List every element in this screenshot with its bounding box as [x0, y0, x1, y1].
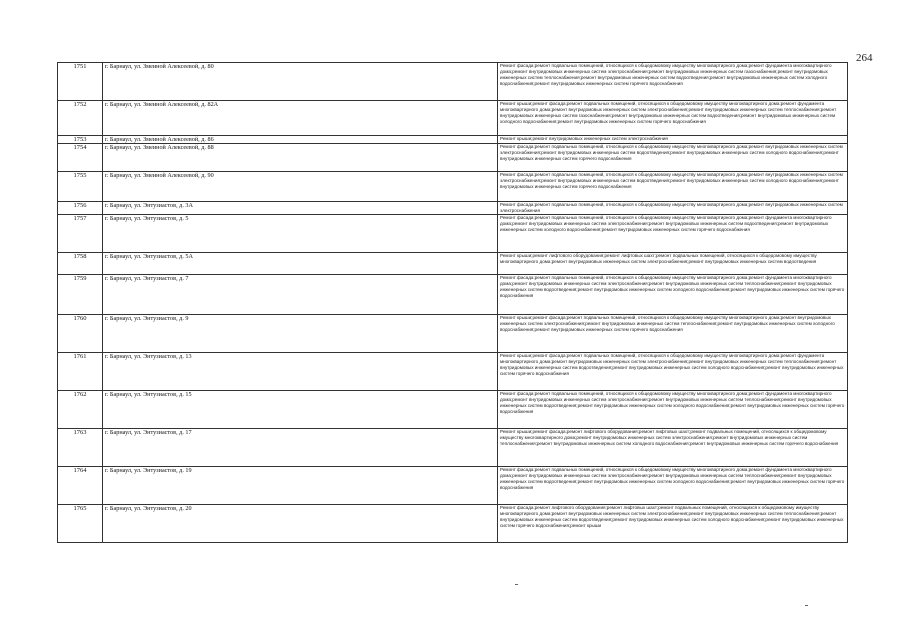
row-number: 1762 [58, 391, 103, 429]
row-address: г. Барнаул, ул. Змеиной Алексеевой, д. 86 [103, 136, 498, 144]
row-works: Ремонт фасада;ремонт подвальных помещений, относящихся к общедомовому имуществу многоквартирного дома;ремонт фундамента многоквартирного дома;ремонт внутридомовых инженерных систем электроснабжения;ремонт внутридомовых инженерных систем теплоснабжения;ремонт внутридомовых инженерных систем водоотведения;ремонт внутридомовых инженерных систем холодного водоснабжения;ремонт внутридомовых инженерных систем горячего водоснабжения [498, 467, 848, 505]
row-works: Ремонт крыши;ремонт фасада;ремонт подвальных помещений, относящихся к общедомовому имуществу многоквартирного дома;ремонт фундамента многоквартирного дома;ремонт внутридомовых инженерных систем электроснабжения;ремонт внутридомовых инженерных систем теплоснабжения;ремонт внутридомовых инженерных систем водоотведения;ремонт внутридомовых инженерных систем холодного водоснабжения;ремонт внутридомовых инженерных систем горячего водоснабжения [498, 353, 848, 391]
row-works: Ремонт фасада;ремонт подвальных помещений, относящихся к общедомовому имуществу многоквартирного дома;ремонт фундамента многоквартирного дома;ремонт внутридомовых инженерных систем электроснабжения;ремонт внутридомовых инженерных систем теплоснабжения;ремонт внутридомовых инженерных систем водоотведения;ремонт внутридомовых инженерных систем холодного водоснабжения;ремонт внутридомовых инженерных систем горячего водоснабжения [498, 275, 848, 315]
table-row [58, 101, 848, 136]
table-row [58, 144, 848, 172]
row-address: г. Барнаул, ул. Змеиной Алексеевой, д. 80 [103, 63, 498, 101]
row-works: Ремонт крыши;ремонт внутридомовых инженерных систем электроснабжения [498, 136, 848, 144]
registry-body [58, 63, 848, 543]
table-row [58, 275, 848, 315]
table-row [58, 172, 848, 202]
table-row [58, 391, 848, 429]
row-number: 1760 [58, 315, 103, 353]
row-address: г. Барнаул, ул. Змеиной Алексеевой, д. 88 [103, 144, 498, 172]
row-number: 1754 [58, 144, 103, 172]
table-row [58, 215, 848, 253]
row-number: 1756 [58, 202, 103, 215]
table-row [58, 353, 848, 391]
row-number: 1753 [58, 136, 103, 144]
row-works: Ремонт фасада;ремонт подвальных помещений, относящихся к общедомовому имуществу многоквартирного дома;ремонт внутридомовых инженерных систем электроснабжения;ремонт внутридомовых инженерных систем водоотведения;ремонт внутридомовых инженерных систем холодного водоснабжения;ремонт внутридомовых инженерных систем горячего водоснабжения [498, 144, 848, 172]
row-number: 1752 [58, 101, 103, 136]
row-works: Ремонт крыши;ремонт лифтового оборудования;ремонт лифтовых шахт;ремонт подвальных помещений, относящихся к общедомовому имуществу многоквартирного дома;ремонт внутридомовых инженерных систем электроснабжения;ремонт внутридомовых инженерных систем водоотведения [498, 253, 848, 275]
row-works: Ремонт крыши;ремонт фасада;ремонт подвальных помещений, относящихся к общедомовому имуществу многоквартирного дома;ремонт фундамента многоквартирного дома;ремонт внутридомовых инженерных систем электроснабжения;ремонт внутридомовых инженерных систем теплоснабжения;ремонт внутридомовых инженерных систем газоснабжения;ремонт внутридомовых инженерных систем водоотведения;ремонт внутридомовых инженерных систем холодного водоснабжения;ремонт внутридомовых инженерных систем горячего водоснабжения [498, 101, 848, 136]
table-row [58, 63, 848, 101]
row-number: 1764 [58, 467, 103, 505]
row-address: г. Барнаул, ул. Энтузиастов, д. 17 [103, 429, 498, 467]
row-number: 1755 [58, 172, 103, 202]
row-number: 1761 [58, 353, 103, 391]
row-address: г. Барнаул, ул. Энтузиастов, д. 3А [103, 202, 498, 215]
row-address: г. Барнаул, ул. Энтузиастов, д. 13 [103, 353, 498, 391]
row-works: Ремонт фасада;ремонт подвальных помещений, относящихся к общедомовому имуществу многоквартирного дома;ремонт фундамента многоквартирного дома;ремонт внутридомовых инженерных систем электроснабжения;ремонт внутридомовых инженерных систем газоснабжения;ремонт внутридомовых инженерных систем теплоснабжения;ремонт внутридомовых инженерных систем водоотведения;ремонт внутридомовых инженерных систем холодного водоснабжения;ремонт внутридомовых инженерных систем горячего водоснабжения [498, 63, 848, 101]
repair-registry-table [57, 62, 848, 543]
table-row [58, 253, 848, 275]
row-number: 1763 [58, 429, 103, 467]
row-address: г. Барнаул, ул. Змеиной Алексеевой, д. 90 [103, 172, 498, 202]
row-number: 1765 [58, 505, 103, 543]
row-address: г. Барнаул, ул. Энтузиастов, д. 5 [103, 215, 498, 253]
row-address: г. Барнаул, ул. Змеиной Алексеевой, д. 82А [103, 101, 498, 136]
row-works: Ремонт крыши;ремонт фасада;ремонт лифтового оборудования;ремонт лифтовых шахт;ремонт подвальных помещений, относящихся к общедомовому имуществу многоквартирного дома;ремонт внутридомовых инженерных систем электроснабжения;ремонт внутридомовых инженерных систем теплоснабжения;ремонт внутридомовых инженерных систем холодного водоснабжения;ремонт внутридомовых инженерных систем горячего водоснабжения [498, 429, 848, 467]
row-works: Ремонт фасада;ремонт подвальных помещений, относящихся к общедомовому имуществу многоквартирного дома;ремонт внутридомовых инженерных систем электроснабжения [498, 202, 848, 215]
table-row [58, 315, 848, 353]
row-number: 1758 [58, 253, 103, 275]
scan-mark [515, 584, 518, 585]
row-address: г. Барнаул, ул. Энтузиастов, д. 9 [103, 315, 498, 353]
row-number: 1751 [58, 63, 103, 101]
row-works: Ремонт фасада;ремонт подвальных помещений, относящихся к общедомовому имуществу многоквартирного дома;ремонт фундамента многоквартирного дома;ремонт внутридомовых инженерных систем электроснабжения;ремонт внутридомовых инженерных систем водоотведения;ремонт внутридомовых инженерных систем холодного водоснабжения;ремонт внутридомовых инженерных систем горячего водоснабжения [498, 215, 848, 253]
row-number: 1759 [58, 275, 103, 315]
scan-mark [805, 605, 808, 606]
row-works: Ремонт крыши;ремонт фасада;ремонт подвальных помещений, относящихся к общедомовому имуществу многоквартирного дома;ремонт внутридомовых инженерных систем электроснабжения;ремонт внутридомовых инженерных систем теплоснабжения;ремонт внутридомовых инженерных систем холодного водоснабжения;ремонт внутридомовых инженерных систем горячего водоснабжения [498, 315, 848, 353]
page-number: 264 [856, 52, 873, 64]
row-address: г. Барнаул, ул. Энтузиастов, д. 7 [103, 275, 498, 315]
row-works: Ремонт фасада;ремонт подвальных помещений, относящихся к общедомовому имуществу многоквартирного дома;ремонт фундамента многоквартирного дома;ремонт внутридомовых инженерных систем электроснабжения;ремонт внутридомовых инженерных систем теплоснабжения;ремонт внутридомовых инженерных систем водоотведения;ремонт внутридомовых инженерных систем холодного водоснабжения;ремонт внутридомовых инженерных систем горячего водоснабжения [498, 391, 848, 429]
row-address: г. Барнаул, ул. Энтузиастов, д. 19 [103, 467, 498, 505]
row-works: Ремонт фасада;ремонт лифтового оборудования;ремонт лифтовых шахт;ремонт подвальных помещений, относящихся к общедомовому имуществу многоквартирного дома;ремонт внутридомовых инженерных систем электроснабжения;ремонт внутридомовых инженерных систем теплоснабжения;ремонт внутридомовых инженерных систем водоотведения;ремонт внутридомовых инженерных систем холодного водоснабжения;ремонт внутридомовых инженерных систем горячего водоснабжения;ремонт крыши [498, 505, 848, 543]
row-works: Ремонт фасада;ремонт подвальных помещений, относящихся к общедомовому имуществу многоквартирного дома;ремонт внутридомовых инженерных систем электроснабжения;ремонт внутридомовых инженерных систем водоотведения;ремонт внутридомовых инженерных систем холодного водоснабжения;ремонт внутридомовых инженерных систем горячего водоснабжения [498, 172, 848, 202]
row-address: г. Барнаул, ул. Энтузиастов, д. 20 [103, 505, 498, 543]
table-row [58, 136, 848, 144]
table-row [58, 429, 848, 467]
row-address: г. Барнаул, ул. Энтузиастов, д. 5А [103, 253, 498, 275]
row-address: г. Барнаул, ул. Энтузиастов, д. 15 [103, 391, 498, 429]
table-row [58, 505, 848, 543]
table-row [58, 467, 848, 505]
row-number: 1757 [58, 215, 103, 253]
table-row [58, 202, 848, 215]
